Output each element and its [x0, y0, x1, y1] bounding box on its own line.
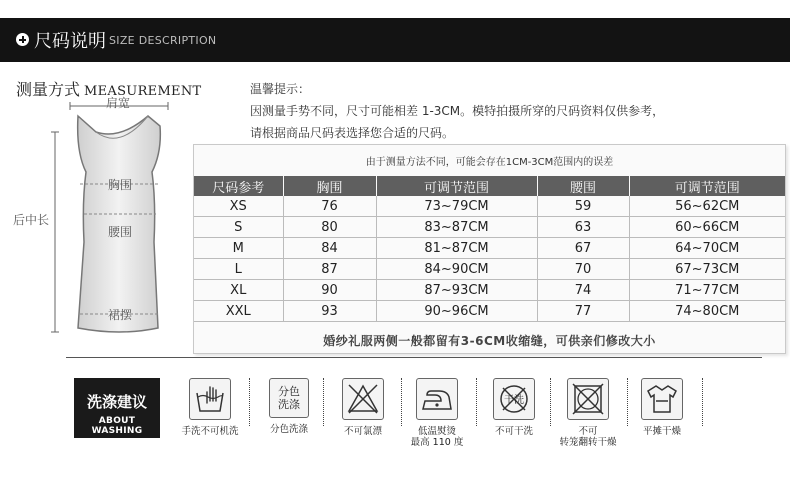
wash-item-no-dry-clean — [474, 378, 554, 437]
table-cell: 77 — [537, 301, 629, 322]
wash-label-no-tumble: 不可 转笼翻转干燥 — [559, 426, 617, 448]
table-cell: XXL — [194, 301, 283, 322]
separator — [702, 378, 703, 426]
section-title: 尺码说明 — [34, 31, 106, 52]
tips-heading: 温馨提示： — [250, 82, 311, 96]
table-cell: 90 — [283, 280, 376, 301]
hand-wash-icon — [189, 378, 231, 420]
measurement-title: 测量方式 MEASUREMENT — [16, 80, 202, 99]
table-row — [194, 301, 785, 322]
no-bleach-icon — [342, 378, 384, 420]
wash-label-hand-wash: 手洗不可机洗 — [181, 426, 239, 437]
table-cell: 74~80CM — [629, 301, 785, 322]
table-cell: 60~66CM — [629, 217, 785, 238]
wash-item-low-iron — [397, 378, 477, 448]
table-cell: 84 — [283, 238, 376, 259]
wash-item-no-tumble — [548, 378, 628, 448]
table-cell: 64~70CM — [629, 238, 785, 259]
wash-item-flat-dry — [622, 378, 702, 437]
flat-dry-icon — [641, 378, 683, 420]
table-cell: 83~87CM — [376, 217, 537, 238]
no-tumble-dry-icon — [567, 378, 609, 420]
table-footer-note: 婚纱礼服两侧一般都留有3-6CM收缩缝，可供亲们修改大小 — [323, 334, 656, 348]
table-row — [194, 280, 785, 301]
wash-item-separate — [249, 378, 329, 435]
table-cell: S — [194, 217, 283, 238]
table-row — [194, 259, 785, 280]
table-cell: XL — [194, 280, 283, 301]
table-cell: 87~93CM — [376, 280, 537, 301]
wash-label-separate: 分色洗涤 — [269, 424, 308, 435]
table-note: 由于测量方法不同，可能会存在1CM-3CM范围内的误差 — [365, 157, 614, 168]
wash-item-hand-wash — [170, 378, 250, 437]
table-cell: 67 — [537, 238, 629, 259]
no-dry-clean-icon — [493, 378, 535, 420]
section-divider — [66, 357, 762, 358]
wash-label-no-bleach: 不可氯漂 — [343, 426, 382, 437]
table-cell: 87 — [283, 259, 376, 280]
size-table-panel — [193, 144, 786, 354]
table-row — [194, 196, 785, 217]
table-cell: L — [194, 259, 283, 280]
washing-title-en: ABOUT WASHING — [91, 416, 143, 436]
length-label: 后中长 — [13, 213, 50, 227]
table-cell: 67~73CM — [629, 259, 785, 280]
washing-title-box — [74, 378, 160, 438]
section-header — [0, 18, 790, 62]
washing-title: 洗涤建议 — [86, 393, 147, 411]
table-cell: 76 — [283, 196, 376, 217]
size-table — [194, 176, 785, 322]
table-cell: 70 — [537, 259, 629, 280]
waist-label: 腰围 — [108, 225, 133, 239]
section-subtitle: SIZE DESCRIPTION — [109, 34, 217, 47]
low-iron-icon — [416, 378, 458, 420]
header-waist-range: 可调节范围 — [629, 176, 785, 196]
table-cell: 84~90CM — [376, 259, 537, 280]
table-cell: 73~79CM — [376, 196, 537, 217]
table-cell: 93 — [283, 301, 376, 322]
table-cell: 81~87CM — [376, 238, 537, 259]
header-waist: 腰围 — [537, 176, 629, 196]
table-cell: 56~62CM — [629, 196, 785, 217]
chest-label: 胸围 — [108, 178, 133, 192]
tips-line-2: 请根据商品尺码表选择您合适的尺码。 — [250, 126, 455, 140]
table-cell: XS — [194, 196, 283, 217]
header-chest-range: 可调节范围 — [376, 176, 537, 196]
table-cell: 74 — [537, 280, 629, 301]
table-row — [194, 217, 785, 238]
table-cell: 90~96CM — [376, 301, 537, 322]
wash-label-flat-dry: 平摊干燥 — [642, 426, 681, 437]
separate-wash-icon: 分色 洗涤 — [269, 378, 309, 418]
wash-item-no-bleach — [323, 378, 403, 437]
tips-line-1: 因测量手势不同，尺寸可能相差 1-3CM。模特拍摄所穿的尺码资料仅供参考， — [250, 104, 665, 118]
header-size: 尺码参考 — [194, 176, 283, 196]
table-cell: 59 — [537, 196, 629, 217]
table-header-row — [194, 176, 785, 196]
table-cell: M — [194, 238, 283, 259]
wash-label-low-iron: 低温熨烫 最高 110 度 — [410, 426, 464, 448]
table-cell: 63 — [537, 217, 629, 238]
svg-text:干洗: 干洗 — [504, 395, 524, 406]
table-cell: 80 — [283, 217, 376, 238]
shoulder-label: 肩宽 — [106, 96, 131, 110]
table-row — [194, 238, 785, 259]
plus-circle-icon — [16, 33, 29, 46]
wash-label-no-dry-clean: 不可干洗 — [494, 426, 533, 437]
hem-label: 裙摆 — [108, 308, 133, 322]
header-chest: 胸围 — [283, 176, 376, 196]
tips-block — [250, 78, 770, 144]
table-cell: 71~77CM — [629, 280, 785, 301]
